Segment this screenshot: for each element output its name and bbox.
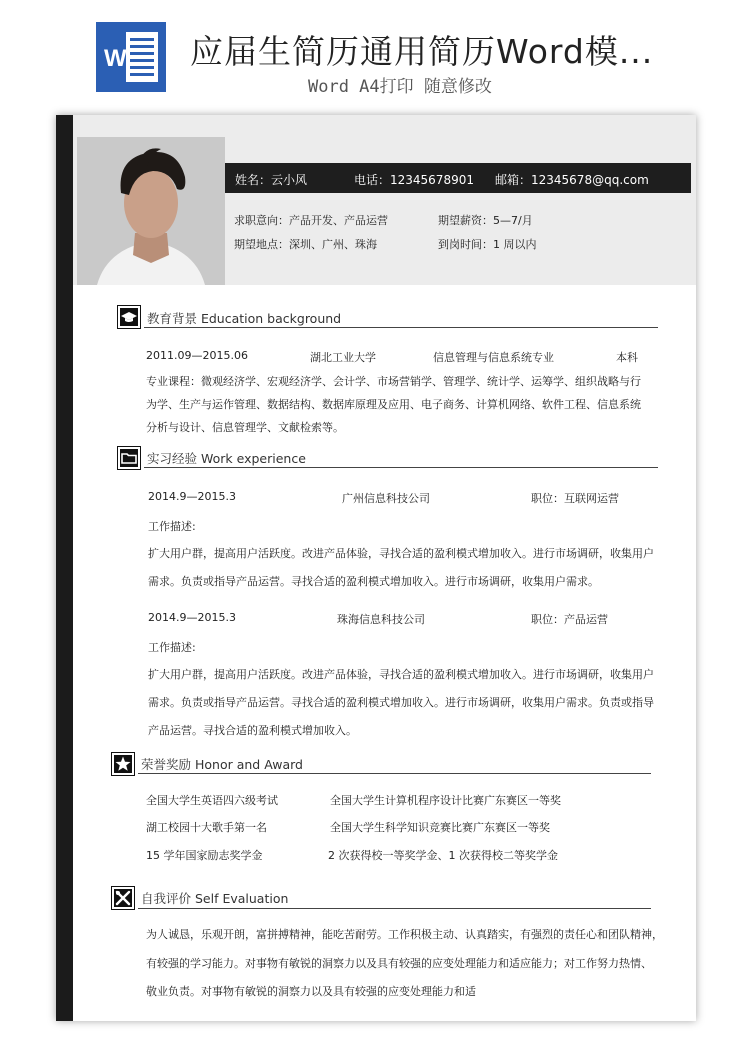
star-icon: [112, 753, 134, 775]
job-desc-label: 工作描述:: [148, 641, 196, 654]
self-eval-section-title: 自我评价 Self Evaluation: [141, 891, 289, 906]
education-courses-line: 分析与设计、信息管理学、文献检索等。: [146, 421, 344, 434]
svg-text:W: W: [104, 45, 127, 72]
job-intent: 求职意向：产品开发、产品运营: [234, 214, 388, 227]
self-eval-line: 为人诚恳，乐观开朗，富拼搏精神，能吃苦耐劳。工作积极主动、认真踏实，有强烈的责任心和团队精神，: [146, 928, 663, 941]
expected-salary: 期望薪资：5—7/月: [438, 214, 533, 227]
education-degree: 本科: [616, 351, 638, 364]
experience-section-title: 实习经验 Work experience: [147, 451, 306, 466]
expected-location: 期望地点：深圳、广州、珠海: [234, 238, 377, 251]
honor-item: 全国大学生英语四六级考试: [146, 794, 278, 807]
job-desc-line: 需求。负责或指导产品运营。寻找合适的盈利模式增加收入。进行市场调研，收集用户需求。负责或指导: [148, 696, 654, 709]
document-subtitle: Word A4打印 随意修改: [308, 77, 492, 97]
arrival-time: 到岗时间：1 周以内: [438, 238, 537, 251]
education-section-title: 教育背景 Education background: [147, 311, 342, 326]
honor-item: 湖工校园十大歌手第一名: [146, 821, 267, 834]
job-position: 职位：产品运营: [531, 613, 608, 626]
contact-bar: [225, 163, 691, 193]
email-text: 邮箱：12345678@qq.com: [495, 173, 649, 187]
job-position: 职位：互联网运营: [531, 492, 619, 505]
honors-section-title: 荣誉奖励 Honor and Award: [141, 757, 303, 772]
job-period: 2014.9—2015.3: [148, 490, 236, 503]
experience-divider: [144, 467, 658, 468]
education-period: 2011.09—2015.06: [146, 349, 248, 362]
job-company: 珠海信息科技公司: [337, 613, 425, 626]
document-title: 应届生简历通用简历Word模...: [190, 32, 654, 71]
honor-item: 15 学年国家励志奖学金: [146, 849, 263, 862]
honor-item: 全国大学生计算机程序设计比赛广东赛区一等奖: [330, 794, 561, 807]
self-eval-divider: [138, 908, 651, 909]
job-desc-line: 需求。负责或指导产品运营。寻找合适的盈利模式增加收入。进行市场调研，收集用户需求。: [148, 575, 599, 588]
job-desc-line: 产品运营。寻找合适的盈利模式增加收入。: [148, 724, 357, 737]
left-accent-bar: [56, 115, 73, 1021]
word-icon: [96, 22, 166, 92]
profile-photo: [77, 137, 225, 285]
job-company: 广州信息科技公司: [342, 492, 430, 505]
resume-page: [56, 115, 696, 1021]
name-text: 姓名：云小风: [235, 173, 308, 187]
education-school: 湖北工业大学: [310, 351, 376, 364]
education-divider: [144, 327, 658, 328]
honor-item: 全国大学生科学知识竞赛比赛广东赛区一等奖: [330, 821, 550, 834]
phone-text: 电话：12345678901: [354, 173, 474, 187]
honor-item: 2 次获得校一等奖学金、1 次获得校二等奖学金: [328, 849, 558, 862]
job-desc-label: 工作描述:: [148, 520, 196, 533]
self-eval-line: 敬业负责。对事物有敏锐的洞察力以及具有较强的应变处理能力和适: [146, 985, 476, 998]
education-courses-line: 专业课程：微观经济学、宏观经济学、会计学、市场营销学、管理学、统计学、运筹学、组织战略与行: [146, 375, 641, 388]
tools-icon: [112, 887, 134, 909]
job-desc-line: 扩大用户群，提高用户活跃度。改进产品体验，寻找合适的盈利模式增加收入。进行市场调研，收集用户: [148, 668, 654, 681]
honors-divider: [138, 773, 651, 774]
graduation-cap-icon: [118, 306, 140, 328]
education-major: 信息管理与信息系统专业: [433, 351, 554, 364]
folder-icon: [118, 447, 140, 469]
job-desc-line: 扩大用户群，提高用户活跃度。改进产品体验，寻找合适的盈利模式增加收入。进行市场调研，收集用户: [148, 547, 654, 560]
job-period: 2014.9—2015.3: [148, 611, 236, 624]
self-eval-line: 有较强的学习能力。对事物有敏锐的洞察力以及具有较强的应变处理能力和适应能力；对工作努力热情、: [146, 957, 652, 970]
education-courses-line: 为学、生产与运作管理、数据结构、数据库原理及应用、电子商务、计算机网络、软件工程、信息系统: [146, 398, 641, 411]
